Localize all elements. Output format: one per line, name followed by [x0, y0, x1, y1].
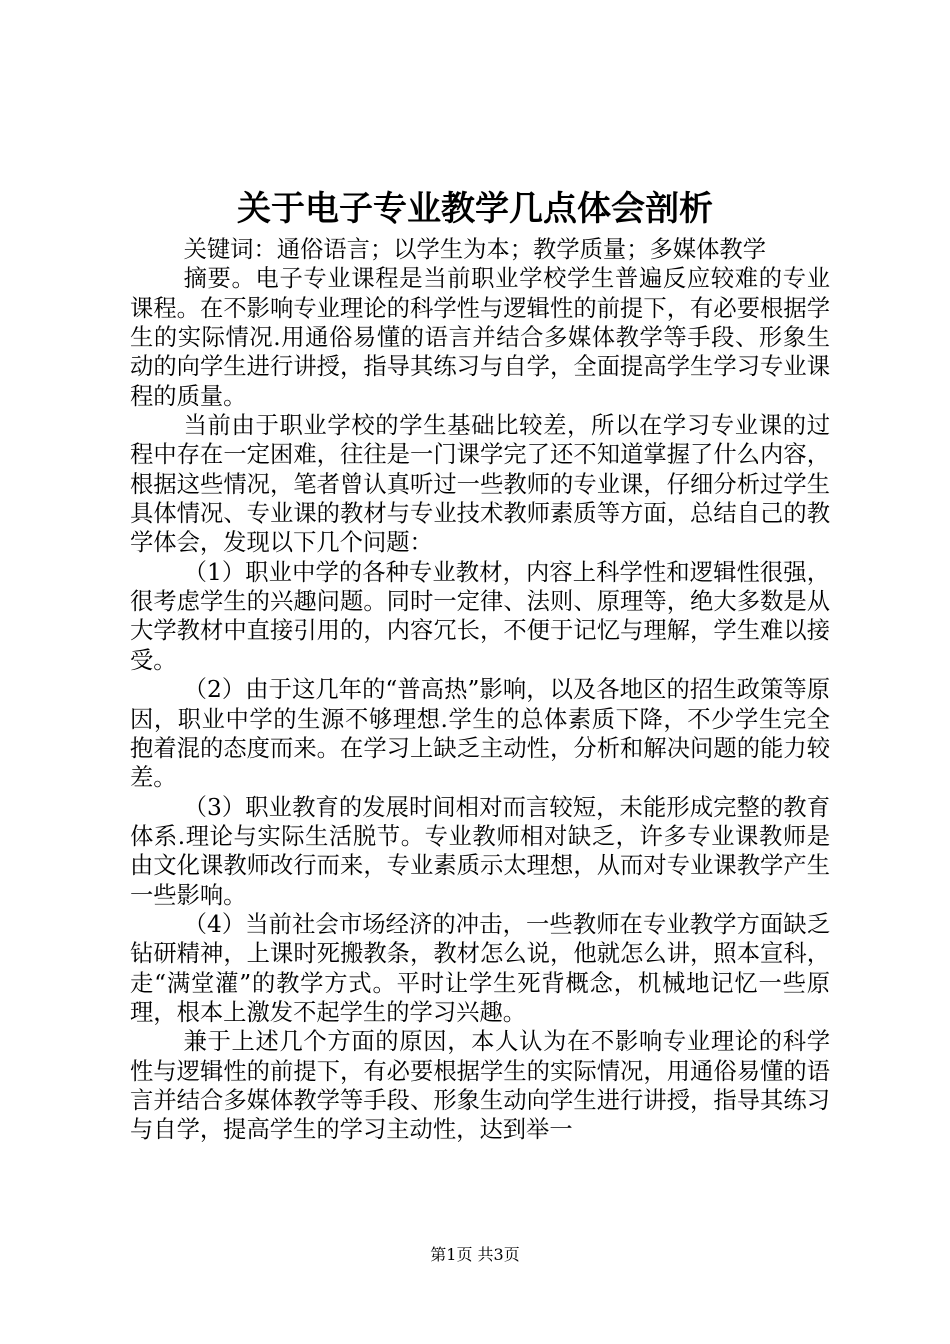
- abstract-paragraph: 摘要。电子专业课程是当前职业学校学生普遍反应较难的专业课程。在不影响专业理论的科学性与逻辑性的前提下，有必要根据学生的实际情况.用通俗易懂的语言并结合多媒体教学等手段、形象生动的向学生进行讲授，指导其练习与自学，全面提高学生学习专业课程的质量。: [130, 265, 830, 410]
- document-title: 关于电子专业教学几点体会剖析: [237, 189, 713, 229]
- body-paragraph: （3）职业教育的发展时间相对而言较短，未能形成完整的教育体系.理论与实际生活脱节。专业教师相对缺乏，许多专业课教师是由文化课教师改行而来，专业素质示太理想，从而对专业课教学产生一些影响。: [130, 793, 830, 909]
- keywords-paragraph: 关键词：通俗语言；以学生为本；教学质量；多媒体教学: [183, 236, 766, 263]
- body-paragraph: （4）当前社会市场经济的冲击，一些教师在专业教学方面缺乏钻研精神，上课时死搬教条，教材怎么说，他就怎么讲，照本宣科，走“满堂灌”的教学方式。平时让学生死背概念，机械地记忆一些原理，根本上激发不起学生的学习兴趣。: [130, 910, 830, 1026]
- body-paragraph: 兼于上述几个方面的原因，本人认为在不影响专业理论的科学性与逻辑性的前提下，有必要根据学生的实际情况，用通俗易懂的语言并结合多媒体教学等手段、形象生动向学生进行讲授，指导其练习与自学，提高学生的学习主动性，达到举一: [130, 1028, 830, 1144]
- page-number-footer: 第1页 共3页: [430, 1245, 520, 1264]
- body-paragraph: 当前由于职业学校的学生基础比较差，所以在学习专业课的过程中存在一定困难，往往是一门课学完了还不知道掌握了什么内容，根据这些情况，笔者曾认真听过一些教师的专业课，仔细分析过学生具体情况、专业课的教材与专业技术教师素质等方面，总结自己的教学体会，发现以下几个问题：: [130, 412, 830, 557]
- body-paragraph: （1）职业中学的各种专业教材，内容上科学性和逻辑性很强，很考虑学生的兴趣问题。同时一定律、法则、原理等，绝大多数是从大学教材中直接引用的，内容冗长，不便于记忆与理解，学生难以接受。: [130, 558, 830, 674]
- document-body: [130, 235, 830, 1145]
- body-paragraph: （2）由于这几年的“普高热”影响，以及各地区的招生政策等原因，职业中学的生源不够理想.学生的总体素质下降，不少学生完全抱着混的态度而来。在学习上缺乏主动性，分析和解决问题的能力较差。: [130, 676, 830, 792]
